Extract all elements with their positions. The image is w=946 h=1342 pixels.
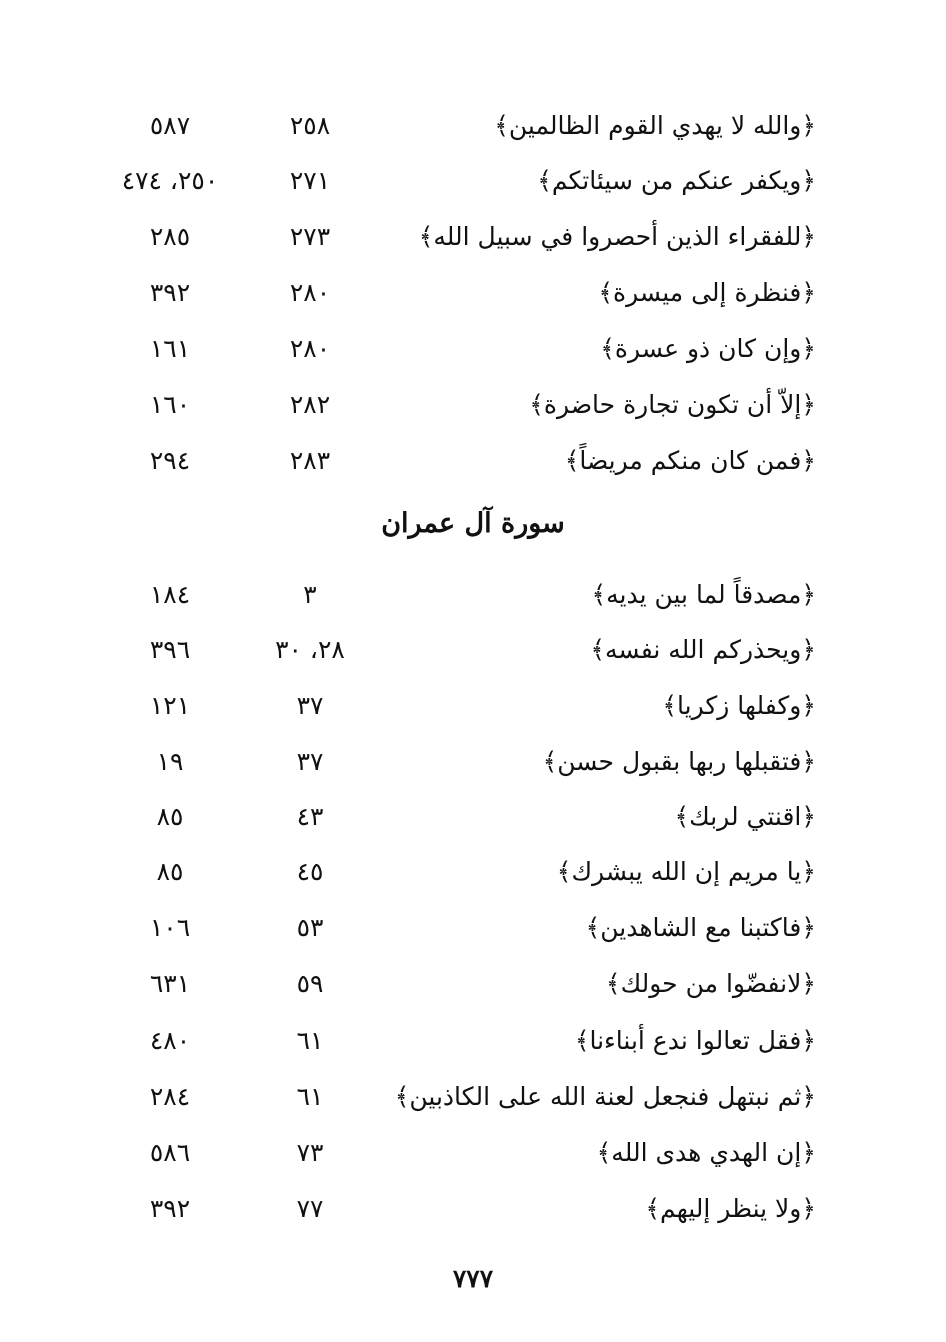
ayah-number: ٤٣	[296, 802, 324, 831]
page-reference: ١٦٠	[149, 390, 191, 419]
page-reference: ١٦١	[149, 334, 191, 363]
index-row	[0, 1021, 946, 1061]
ayah-number: ٦١	[296, 1026, 324, 1055]
verse-text: ﴿فقل تعالوا ندع أبناءنا﴾	[574, 1026, 816, 1055]
ayah-number: ٧٣	[296, 1138, 324, 1167]
index-row	[0, 797, 946, 837]
index-row	[0, 329, 946, 369]
page-reference: ٢٨٥	[149, 222, 191, 251]
ayah-number: ٥٣	[296, 913, 324, 942]
ayah-number: ٢٨٠	[289, 278, 331, 307]
verse-text: ﴿فتقبلها ربها بقبول حسن﴾	[542, 747, 816, 776]
page-reference: ٢٨٤	[149, 1082, 191, 1111]
page-reference: ٤٨٠	[149, 1026, 191, 1055]
page-reference: ٢٩٤	[149, 446, 191, 475]
index-row	[0, 852, 946, 892]
verse-text: ﴿فاكتبنا مع الشاهدين﴾	[585, 913, 816, 942]
index-row	[0, 1077, 946, 1117]
ayah-number: ٥٩	[296, 969, 324, 998]
index-row	[0, 908, 946, 948]
ayah-number: ٢٧٣	[289, 222, 331, 251]
index-row	[0, 1133, 946, 1173]
page-reference: ١٢١	[149, 691, 191, 720]
verse-text: ﴿ثم نبتهل فنجعل لعنة الله على الكاذبين﴾	[394, 1082, 816, 1111]
index-row	[0, 106, 946, 146]
index-row	[0, 273, 946, 313]
page-reference: ٢٥٠، ٤٧٤	[121, 166, 219, 195]
verse-text: ﴿ولا ينظر إليهم﴾	[645, 1194, 816, 1223]
index-row	[0, 686, 946, 726]
index-row	[0, 217, 946, 257]
ayah-number: ٢٨٠	[289, 334, 331, 363]
ayah-number: ٢٨، ٣٠	[275, 635, 345, 664]
index-row	[0, 575, 946, 615]
verse-text: ﴿للفقراء الذين أحصروا في سبيل الله﴾	[418, 222, 816, 251]
index-row	[0, 964, 946, 1004]
page-reference: ٣٩٦	[149, 635, 191, 664]
page-reference: ٨٥	[156, 857, 184, 886]
verse-text: ﴿إن الهدي هدى الله﴾	[596, 1138, 816, 1167]
verse-text: ﴿ويحذركم الله نفسه﴾	[590, 635, 816, 664]
page-reference: ٣٩٢	[149, 278, 191, 307]
ayah-number: ٢٥٨	[289, 111, 331, 140]
verse-text: ﴿اقنتي لربك﴾	[674, 802, 816, 831]
page-reference: ٣٩٢	[149, 1194, 191, 1223]
page-reference: ١٠٦	[149, 913, 191, 942]
page-number: ٧٧٧	[452, 1264, 494, 1293]
index-row	[0, 630, 946, 670]
ayah-number: ٣٧	[296, 691, 324, 720]
ayah-number: ٢٧١	[289, 166, 331, 195]
surah-heading: سورة آل عمران	[381, 508, 565, 539]
ayah-number: ٣	[303, 580, 317, 609]
ayah-number: ٤٥	[296, 857, 324, 886]
ayah-number: ٣٧	[296, 747, 324, 776]
ayah-number: ٢٨٢	[289, 390, 331, 419]
index-row	[0, 742, 946, 782]
ayah-number: ٦١	[296, 1082, 324, 1111]
verse-text: ﴿فمن كان منكم مريضاً﴾	[564, 446, 816, 475]
index-row	[0, 161, 946, 201]
verse-text: ﴿مصدقاً لما بين يديه﴾	[591, 580, 816, 609]
verse-text: ﴿وكفلها زكريا﴾	[662, 691, 816, 720]
index-row	[0, 441, 946, 481]
page-reference: ٨٥	[156, 802, 184, 831]
verse-text: ﴿إلاّ أن تكون تجارة حاضرة﴾	[529, 390, 816, 419]
verse-text: ﴿ويكفر عنكم من سيئاتكم﴾	[537, 166, 816, 195]
verse-text: ﴿فنظرة إلى ميسرة﴾	[598, 278, 816, 307]
page-reference: ٦٣١	[149, 969, 191, 998]
ayah-number: ٢٨٣	[289, 446, 331, 475]
index-row	[0, 1189, 946, 1229]
page-reference: ١٩	[156, 747, 184, 776]
page-reference: ٥٨٧	[149, 111, 191, 140]
verse-text: ﴿لانفضّوا من حولك﴾	[605, 969, 816, 998]
page-reference: ٥٨٦	[149, 1138, 191, 1167]
verse-text: ﴿والله لا يهدي القوم الظالمين﴾	[494, 111, 816, 140]
page-reference: ١٨٤	[149, 580, 191, 609]
verse-text: ﴿وإن كان ذو عسرة﴾	[600, 334, 816, 363]
ayah-number: ٧٧	[296, 1194, 324, 1223]
verse-text: ﴿يا مريم إن الله يبشرك﴾	[556, 857, 816, 886]
index-row	[0, 385, 946, 425]
